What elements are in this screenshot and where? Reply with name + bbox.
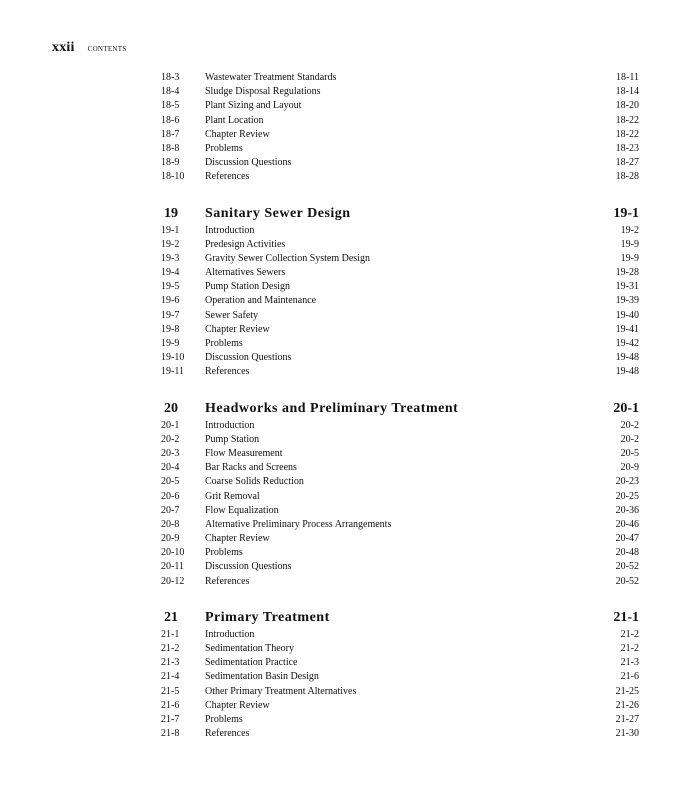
toc-entry [161, 560, 639, 574]
toc-entry [161, 461, 639, 475]
section-page: 19-41 [615, 323, 639, 335]
toc-entry [161, 670, 639, 684]
section-number: 19-9 [161, 338, 180, 349]
section-page: 21-3 [620, 657, 639, 669]
section-title: Flow Equalization [205, 504, 279, 516]
section-title: Sedimentation Theory [205, 643, 294, 654]
section-title: Sludge Disposal Regulations [205, 86, 321, 98]
toc-entry [161, 266, 639, 280]
chapter-heading [161, 203, 639, 224]
running-head: CONTENTS [87, 45, 127, 53]
section-title: References [205, 366, 250, 378]
section-page: 18-14 [615, 86, 639, 98]
section-page: 21-26 [615, 699, 639, 711]
section-number: 19-7 [161, 309, 180, 321]
section-number: 21-4 [161, 671, 180, 683]
section-title: Bar Racks and Screens [205, 462, 297, 474]
section-title: Chapter Review [205, 699, 270, 711]
section-title: References [205, 728, 250, 740]
section-number: 19-5 [161, 281, 180, 293]
toc-entry [161, 170, 639, 184]
toc-entry [161, 546, 639, 560]
toc-entry [161, 156, 639, 170]
section-number: 20-7 [161, 504, 180, 516]
section-page: 21-2 [620, 643, 639, 654]
section-number: 21-6 [161, 699, 180, 711]
section-page: 19-9 [620, 238, 639, 250]
chapter-heading [161, 607, 639, 628]
section-page: 19-39 [615, 295, 639, 307]
section-page: 18-27 [615, 157, 639, 169]
section-number: 19-10 [161, 352, 185, 364]
chapter-section [161, 607, 639, 742]
section-number: 21-3 [161, 657, 180, 669]
section-number: 21-7 [161, 713, 180, 725]
toc-entry [161, 699, 639, 713]
page-number: xxii [52, 40, 75, 55]
section-title: Problems [205, 713, 243, 725]
section-number: 20-2 [161, 433, 180, 445]
chapter-page: 21-1 [613, 609, 639, 625]
section-page: 21-30 [615, 728, 639, 740]
section-page: 20-2 [620, 433, 639, 445]
section-title: Problems [205, 338, 243, 349]
toc-entry [161, 518, 639, 532]
toc-entry [161, 323, 639, 337]
section-page: 19-42 [615, 338, 639, 349]
toc-entry [161, 504, 639, 518]
section-page: 19-48 [615, 366, 639, 378]
chapter-section [161, 398, 639, 589]
section-page: 20-2 [620, 419, 639, 431]
toc-entry [161, 656, 639, 670]
section-number: 20-8 [161, 518, 180, 530]
toc-entry [161, 365, 639, 379]
section-title: Introduction [205, 628, 255, 640]
toc-entry [161, 142, 639, 156]
section-number: 20-10 [161, 547, 185, 559]
section-page: 20-48 [615, 547, 639, 559]
toc-entry [161, 337, 639, 351]
section-page: 19-40 [615, 309, 639, 321]
section-title: Coarse Solids Reduction [205, 476, 304, 488]
section-page: 20-46 [615, 518, 639, 530]
chapter-section [161, 203, 639, 380]
toc-entry [161, 128, 639, 142]
section-title: Pump Station Design [205, 281, 291, 293]
table-of-contents [161, 71, 639, 741]
chapter-title: Sanitary Sewer Design [205, 205, 351, 221]
section-number: 20-4 [161, 462, 180, 474]
toc-entry [161, 238, 639, 252]
section-number: 18-9 [161, 157, 180, 169]
section-number: 21-2 [161, 643, 180, 654]
section-title: Sewer Safety [205, 309, 259, 321]
section-page: 18-23 [615, 142, 639, 154]
toc-entry [161, 224, 639, 238]
page-header [52, 40, 127, 58]
section-page: 20-23 [615, 476, 639, 488]
toc-entry [161, 628, 639, 642]
section-title: Plant Sizing and Layout [205, 100, 302, 112]
section-number: 18-4 [161, 86, 180, 98]
section-number: 20-1 [161, 419, 180, 431]
section-number: 19-2 [161, 238, 180, 250]
section-page: 18-20 [615, 100, 639, 112]
toc-entry [161, 71, 639, 85]
section-title: Wastewater Treatment Standards [205, 72, 337, 83]
chapter-title: Primary Treatment [205, 609, 330, 625]
toc-entry [161, 294, 639, 308]
section-number: 18-8 [161, 142, 180, 154]
section-number: 18-6 [161, 114, 180, 126]
section-page: 21-27 [615, 713, 639, 725]
section-title: References [205, 171, 250, 183]
chapter-number: 20 [164, 400, 178, 416]
toc-entry [161, 252, 639, 266]
section-number: 18-3 [161, 72, 180, 83]
section-page: 18-22 [615, 128, 639, 140]
section-page: 18-11 [616, 72, 639, 83]
section-page: 20-52 [615, 561, 639, 573]
section-title: Flow Measurement [205, 447, 283, 459]
section-number: 20-9 [161, 533, 180, 545]
section-number: 20-12 [161, 575, 185, 587]
section-title: Gravity Sewer Collection System Design [205, 252, 370, 264]
section-title: Alternatives Sewers [205, 267, 286, 279]
section-title: Introduction [205, 419, 255, 431]
chapter-number: 21 [164, 609, 178, 625]
section-title: Sedimentation Basin Design [205, 671, 319, 683]
section-title: Problems [205, 547, 243, 559]
toc-entry [161, 280, 639, 294]
section-number: 21-8 [161, 728, 180, 740]
chapter-page: 20-1 [613, 400, 639, 416]
section-page: 19-31 [615, 281, 639, 293]
section-page: 20-47 [615, 533, 639, 545]
section-page: 19-48 [615, 352, 639, 364]
section-title: Discussion Questions [205, 352, 292, 364]
section-number: 18-5 [161, 100, 180, 112]
toc-entry [161, 433, 639, 447]
section-page: 20-9 [620, 462, 639, 474]
section-title: Sedimentation Practice [205, 657, 298, 669]
section-title: Problems [205, 142, 243, 154]
toc-entry [161, 85, 639, 99]
section-page: 18-22 [615, 114, 639, 126]
section-number: 19-1 [161, 224, 180, 236]
section-number: 18-7 [161, 128, 180, 140]
section-number: 21-5 [161, 685, 180, 697]
toc-entry [161, 642, 639, 656]
toc-entry [161, 575, 639, 589]
section-number: 19-4 [161, 267, 180, 279]
section-page: 18-28 [615, 171, 639, 183]
section-number: 19-8 [161, 323, 180, 335]
toc-entry [161, 419, 639, 433]
chapter-number: 19 [164, 205, 178, 221]
section-number: 18-10 [161, 171, 185, 183]
section-number: 20-11 [161, 561, 184, 573]
section-title: Discussion Questions [205, 561, 292, 573]
toc-entry [161, 727, 639, 741]
section-title: Introduction [205, 224, 255, 236]
toc-entry [161, 351, 639, 365]
section-number: 20-3 [161, 447, 180, 459]
section-title: Pump Station [205, 433, 260, 445]
toc-entry [161, 99, 639, 113]
toc-entry [161, 532, 639, 546]
toc-entry [161, 713, 639, 727]
toc-entry [161, 490, 639, 504]
section-number: 19-6 [161, 295, 180, 307]
section-title: Operation and Maintenance [205, 295, 317, 307]
section-page: 20-25 [615, 490, 639, 502]
toc-entry [161, 685, 639, 699]
section-title: Discussion Questions [205, 157, 292, 169]
section-page: 21-6 [620, 671, 639, 683]
section-page: 20-36 [615, 504, 639, 516]
section-page: 21-25 [615, 685, 639, 697]
toc-entry [161, 475, 639, 489]
section-page: 19-28 [615, 267, 639, 279]
section-number: 20-6 [161, 490, 180, 502]
chapter-section [161, 71, 639, 185]
toc-entry [161, 309, 639, 323]
section-page: 20-5 [620, 447, 639, 459]
section-page: 19-2 [620, 224, 639, 236]
section-title: Chapter Review [205, 128, 270, 140]
chapter-page: 19-1 [613, 205, 639, 221]
section-title: Plant Location [205, 114, 264, 126]
section-title: Chapter Review [205, 533, 270, 545]
section-page: 21-2 [620, 628, 639, 640]
section-page: 20-52 [615, 575, 639, 587]
section-title: Other Primary Treatment Alternatives [205, 685, 357, 697]
section-title: Predesign Activities [205, 238, 286, 250]
chapter-title: Headworks and Preliminary Treatment [205, 400, 459, 416]
section-title: References [205, 575, 250, 587]
toc-entry [161, 114, 639, 128]
section-title: Chapter Review [205, 323, 270, 335]
section-number: 20-5 [161, 476, 180, 488]
section-number: 19-3 [161, 252, 180, 264]
section-page: 19-9 [620, 252, 639, 264]
section-title: Grit Removal [205, 490, 260, 502]
section-title: Alternative Preliminary Process Arrangements [205, 518, 392, 530]
section-number: 19-11 [161, 366, 184, 378]
chapter-heading [161, 398, 639, 419]
toc-entry [161, 447, 639, 461]
section-number: 21-1 [161, 628, 180, 640]
